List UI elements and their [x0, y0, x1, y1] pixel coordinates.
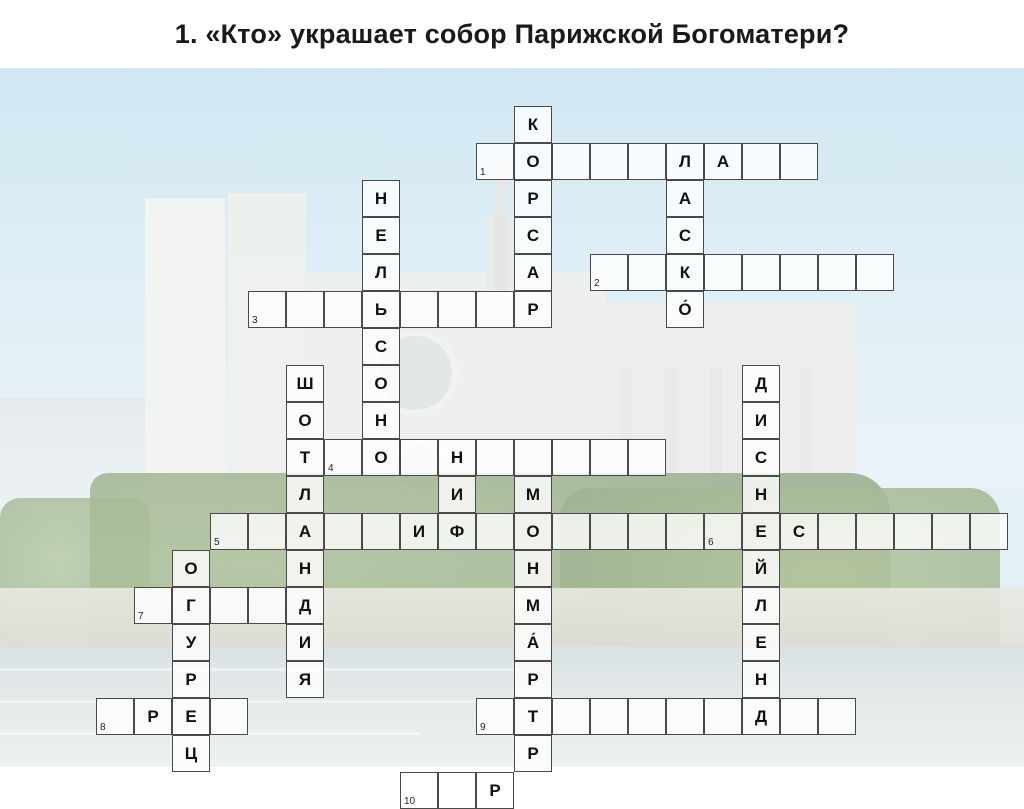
crossword-cell[interactable]: С [780, 513, 818, 550]
crossword-cell[interactable]: Н [362, 180, 400, 217]
crossword-cell[interactable] [628, 513, 666, 550]
crossword-cell[interactable]: А́ [514, 624, 552, 661]
crossword-cell[interactable]: Д [286, 587, 324, 624]
crossword-cell[interactable] [210, 698, 248, 735]
crossword-cell[interactable]: Р [514, 291, 552, 328]
crossword-cell[interactable] [400, 439, 438, 476]
crossword-cell[interactable]: К [666, 254, 704, 291]
crossword-cell[interactable]: Т [514, 698, 552, 735]
crossword-cell[interactable]: Р [514, 735, 552, 772]
crossword-cell[interactable]: Н [286, 550, 324, 587]
crossword-cell[interactable]: Е [742, 624, 780, 661]
crossword-cell[interactable]: К [514, 106, 552, 143]
crossword-cell-number-5[interactable] [210, 513, 248, 550]
crossword-cell[interactable] [514, 439, 552, 476]
crossword-cell[interactable] [780, 143, 818, 180]
crossword-cell[interactable]: О [172, 550, 210, 587]
crossword-cell[interactable] [590, 698, 628, 735]
crossword-cell-number-7[interactable] [134, 587, 172, 624]
crossword-cell[interactable] [818, 698, 856, 735]
crossword-cell[interactable]: Л [362, 254, 400, 291]
crossword-cell[interactable]: Р [172, 661, 210, 698]
crossword-cell[interactable]: Е [172, 698, 210, 735]
crossword-cell[interactable]: С [742, 439, 780, 476]
crossword-cell[interactable]: О [286, 402, 324, 439]
crossword-cell[interactable] [438, 772, 476, 809]
crossword-cell-number-2[interactable] [590, 254, 628, 291]
crossword-cell[interactable] [894, 513, 932, 550]
crossword-cell[interactable] [628, 143, 666, 180]
crossword-cell[interactable]: А [666, 180, 704, 217]
crossword-cell[interactable] [476, 291, 514, 328]
crossword-cell[interactable] [552, 439, 590, 476]
crossword-cell[interactable]: Ф [438, 513, 476, 550]
crossword-cell[interactable]: Ь [362, 291, 400, 328]
slide-title-bar [0, 0, 1024, 68]
crossword-cell-number-10[interactable] [400, 772, 438, 809]
crossword-cell[interactable] [704, 698, 742, 735]
crossword-cell[interactable]: И [438, 476, 476, 513]
crossword-cell[interactable]: Е [742, 513, 780, 550]
crossword-cell-number-9[interactable] [476, 698, 514, 735]
crossword-cell[interactable]: С [514, 217, 552, 254]
crossword-cell[interactable]: А [704, 143, 742, 180]
crossword-cell[interactable]: Д [742, 365, 780, 402]
crossword-cell[interactable]: Н [742, 661, 780, 698]
crossword-cell[interactable] [286, 291, 324, 328]
crossword-cell[interactable] [248, 587, 286, 624]
crossword-cell-number-3[interactable] [248, 291, 286, 328]
crossword-cell[interactable]: Т [286, 439, 324, 476]
crossword-cell[interactable] [476, 439, 514, 476]
crossword-cell[interactable]: Ц [172, 735, 210, 772]
crossword-cell[interactable] [248, 513, 286, 550]
crossword-cell[interactable]: О [362, 439, 400, 476]
crossword-cell[interactable] [704, 254, 742, 291]
crossword-cell[interactable]: Н [438, 439, 476, 476]
crossword-cell[interactable]: Н [742, 476, 780, 513]
crossword-cell[interactable]: С [666, 217, 704, 254]
crossword-cell[interactable]: Л [666, 143, 704, 180]
crossword-cell[interactable] [856, 254, 894, 291]
crossword-cell[interactable]: О [362, 365, 400, 402]
crossword-cell[interactable]: Р [514, 180, 552, 217]
crossword-cell-number-8[interactable] [96, 698, 134, 735]
crossword-cell[interactable]: Л [286, 476, 324, 513]
crossword-cell-number-4[interactable] [324, 439, 362, 476]
crossword-cell[interactable] [400, 291, 438, 328]
crossword-cell[interactable] [818, 254, 856, 291]
crossword-cell[interactable]: Р [514, 661, 552, 698]
crossword-cell[interactable] [590, 439, 628, 476]
crossword-cell[interactable] [210, 587, 248, 624]
crossword-cell[interactable] [856, 513, 894, 550]
crossword-cell[interactable]: А [514, 254, 552, 291]
crossword-cell[interactable] [438, 291, 476, 328]
crossword-cell[interactable]: Р [476, 772, 514, 809]
crossword-cell[interactable]: Н [362, 402, 400, 439]
crossword-cell[interactable]: М [514, 476, 552, 513]
crossword-cell[interactable]: Ш [286, 365, 324, 402]
crossword-cell[interactable]: А [286, 513, 324, 550]
crossword-cell[interactable] [666, 513, 704, 550]
crossword-cell[interactable] [476, 513, 514, 550]
crossword-cell[interactable]: У [172, 624, 210, 661]
page-title: 1. «Кто» украшает собор Парижской Богоматери? [174, 18, 850, 49]
crossword-cell[interactable]: И [286, 624, 324, 661]
crossword-cell[interactable] [970, 513, 1008, 550]
crossword-cell[interactable]: Н [514, 550, 552, 587]
crossword-cell[interactable] [628, 439, 666, 476]
crossword-cell[interactable]: О [514, 143, 552, 180]
crossword-cell[interactable] [666, 698, 704, 735]
crossword-grid[interactable] [0, 68, 1024, 800]
crossword-cell[interactable] [742, 143, 780, 180]
crossword-cell[interactable] [780, 254, 818, 291]
crossword-cell[interactable] [818, 513, 856, 550]
crossword-cell[interactable]: Д [742, 698, 780, 735]
crossword-cell[interactable] [780, 698, 818, 735]
crossword-cell[interactable] [590, 513, 628, 550]
crossword-cell[interactable] [590, 143, 628, 180]
crossword-cell[interactable] [552, 698, 590, 735]
crossword-cell-number-6[interactable] [704, 513, 742, 550]
crossword-cell[interactable] [324, 291, 362, 328]
crossword-cell[interactable] [324, 513, 362, 550]
crossword-cell[interactable] [932, 513, 970, 550]
crossword-cell[interactable]: С [362, 328, 400, 365]
crossword-cell[interactable]: О́ [666, 291, 704, 328]
crossword-cell[interactable]: И [400, 513, 438, 550]
crossword-cell[interactable]: Л [742, 587, 780, 624]
crossword-cell[interactable]: Р [134, 698, 172, 735]
crossword-cell[interactable] [742, 254, 780, 291]
crossword-cell[interactable]: Г [172, 587, 210, 624]
crossword-cell[interactable] [552, 513, 590, 550]
crossword-cell[interactable]: И [742, 402, 780, 439]
crossword-cell[interactable]: М [514, 587, 552, 624]
crossword-cell[interactable] [628, 698, 666, 735]
crossword-cell[interactable]: О [514, 513, 552, 550]
crossword-cell[interactable] [628, 254, 666, 291]
crossword-cell[interactable]: Й [742, 550, 780, 587]
crossword-cell-number-1[interactable] [476, 143, 514, 180]
crossword-cell[interactable]: Е [362, 217, 400, 254]
crossword-cell[interactable] [362, 513, 400, 550]
crossword-cell[interactable] [552, 143, 590, 180]
crossword-cell[interactable]: Я [286, 661, 324, 698]
